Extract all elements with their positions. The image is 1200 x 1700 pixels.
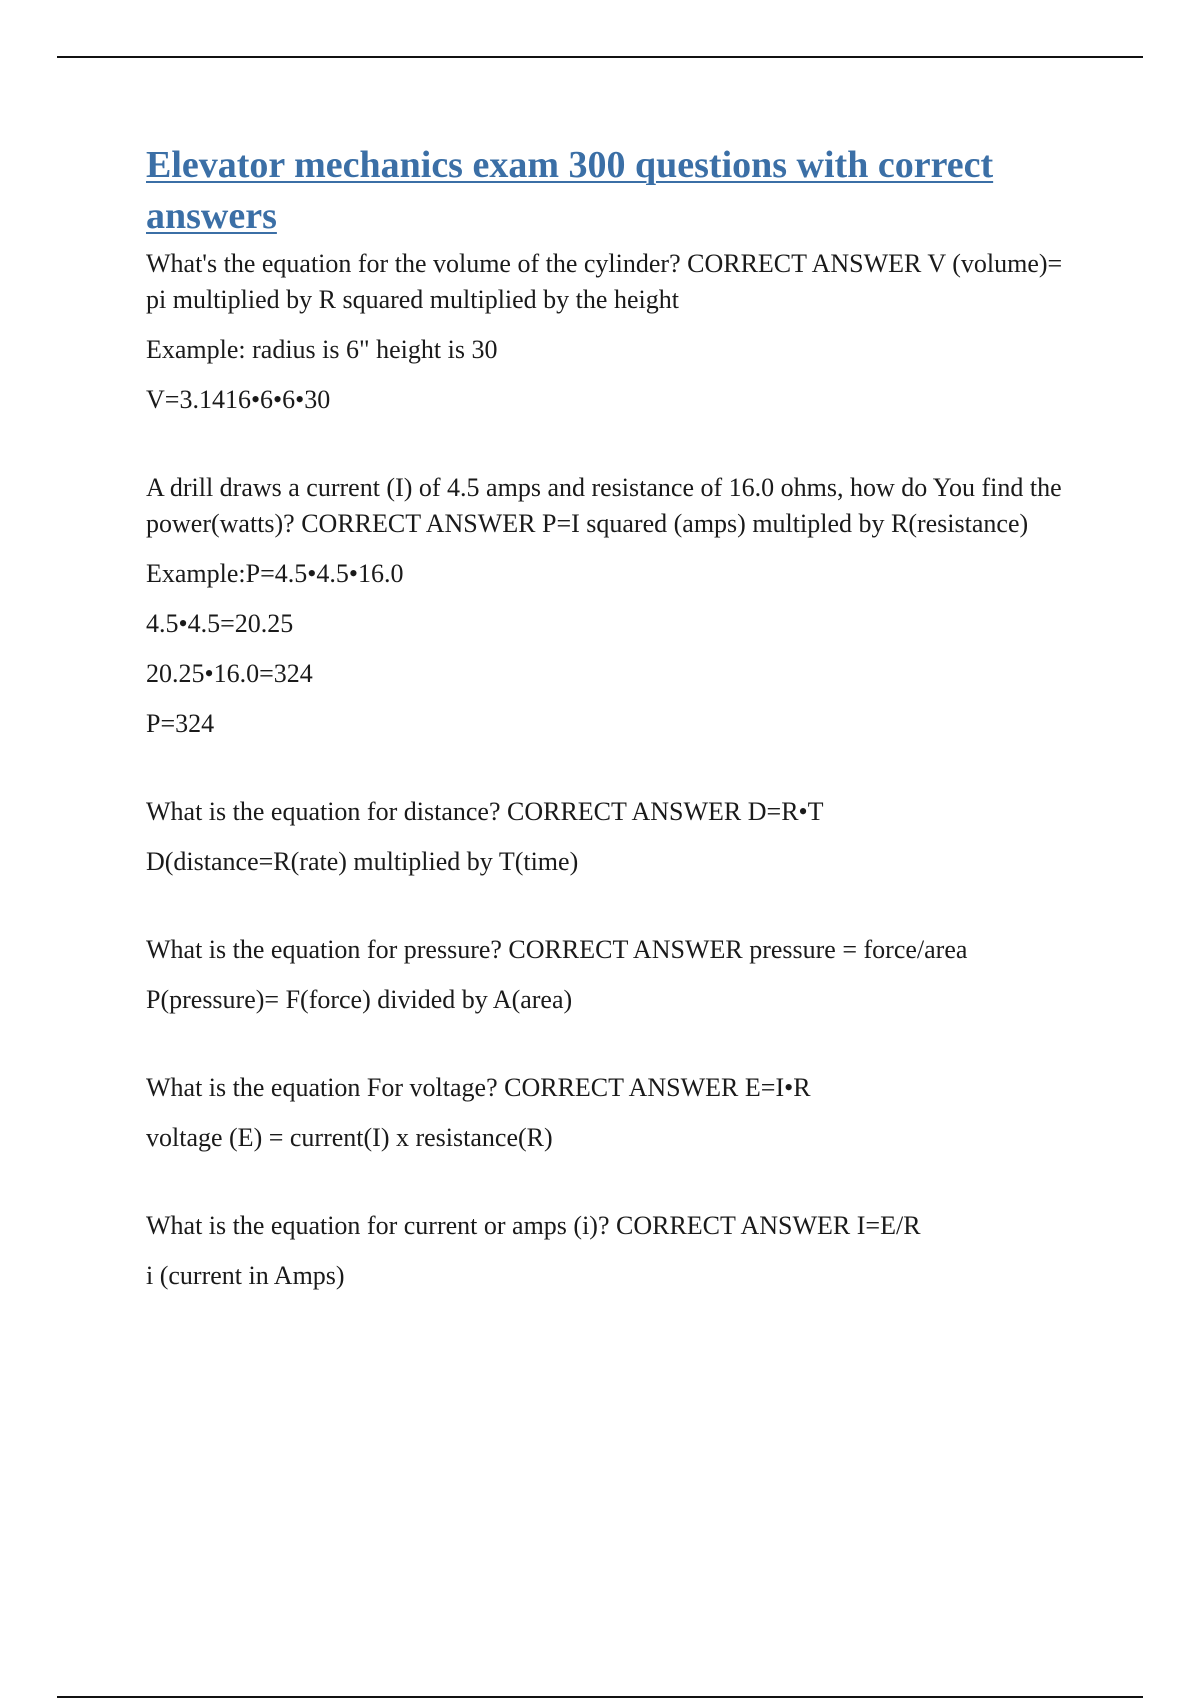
answer-line: P=324	[146, 709, 215, 738]
answer-line: 4.5•4.5=20.25	[146, 609, 294, 638]
answer-line: V=3.1416•6•6•30	[146, 385, 331, 414]
document-title[interactable]: Elevator mechanics exam 300 questions with correct answers	[146, 144, 994, 237]
answer-line: D(distance=R(rate) multiplied by T(time)	[146, 847, 579, 876]
answer-line: P(pressure)= F(force) divided by A(area)	[146, 985, 573, 1014]
answer-line: Example:P=4.5•4.5•16.0	[146, 559, 404, 588]
header-rule	[57, 56, 1143, 58]
qa-block-pressure	[146, 932, 1066, 1018]
question-text: What is the equation For voltage? CORRECT ANSWER E=I•R	[146, 1073, 811, 1102]
question-text: What is the equation for pressure? CORRECT ANSWER pressure = force/area	[146, 935, 968, 964]
qa-block-current	[146, 1208, 1066, 1294]
question-text: What's the equation for the volume of the cylinder? CORRECT ANSWER V (volume)= pi multiplied by R squared multiplied by the height	[146, 249, 1063, 314]
qa-block-power	[146, 470, 1066, 742]
answer-line: 20.25•16.0=324	[146, 659, 313, 688]
qa-block-voltage	[146, 1070, 1066, 1156]
answer-line: i (current in Amps)	[146, 1261, 345, 1290]
footer-rule	[57, 1696, 1143, 1698]
question-text: A drill draws a current (I) of 4.5 amps and resistance of 16.0 ohms, how do You find the power(watts)? CORRECT ANSWER P=I squared (amps) multipled by R(resistance)	[146, 473, 1062, 538]
qa-block-distance	[146, 794, 1066, 880]
question-text: What is the equation for current or amps (i)? CORRECT ANSWER I=E/R	[146, 1211, 921, 1240]
question-text: What is the equation for distance? CORRECT ANSWER D=R•T	[146, 797, 824, 826]
answer-line: Example: radius is 6" height is 30	[146, 335, 498, 364]
answer-line: voltage (E) = current(I) x resistance(R)	[146, 1123, 553, 1152]
qa-block-volume	[146, 246, 1066, 418]
document-body	[146, 140, 1066, 1294]
